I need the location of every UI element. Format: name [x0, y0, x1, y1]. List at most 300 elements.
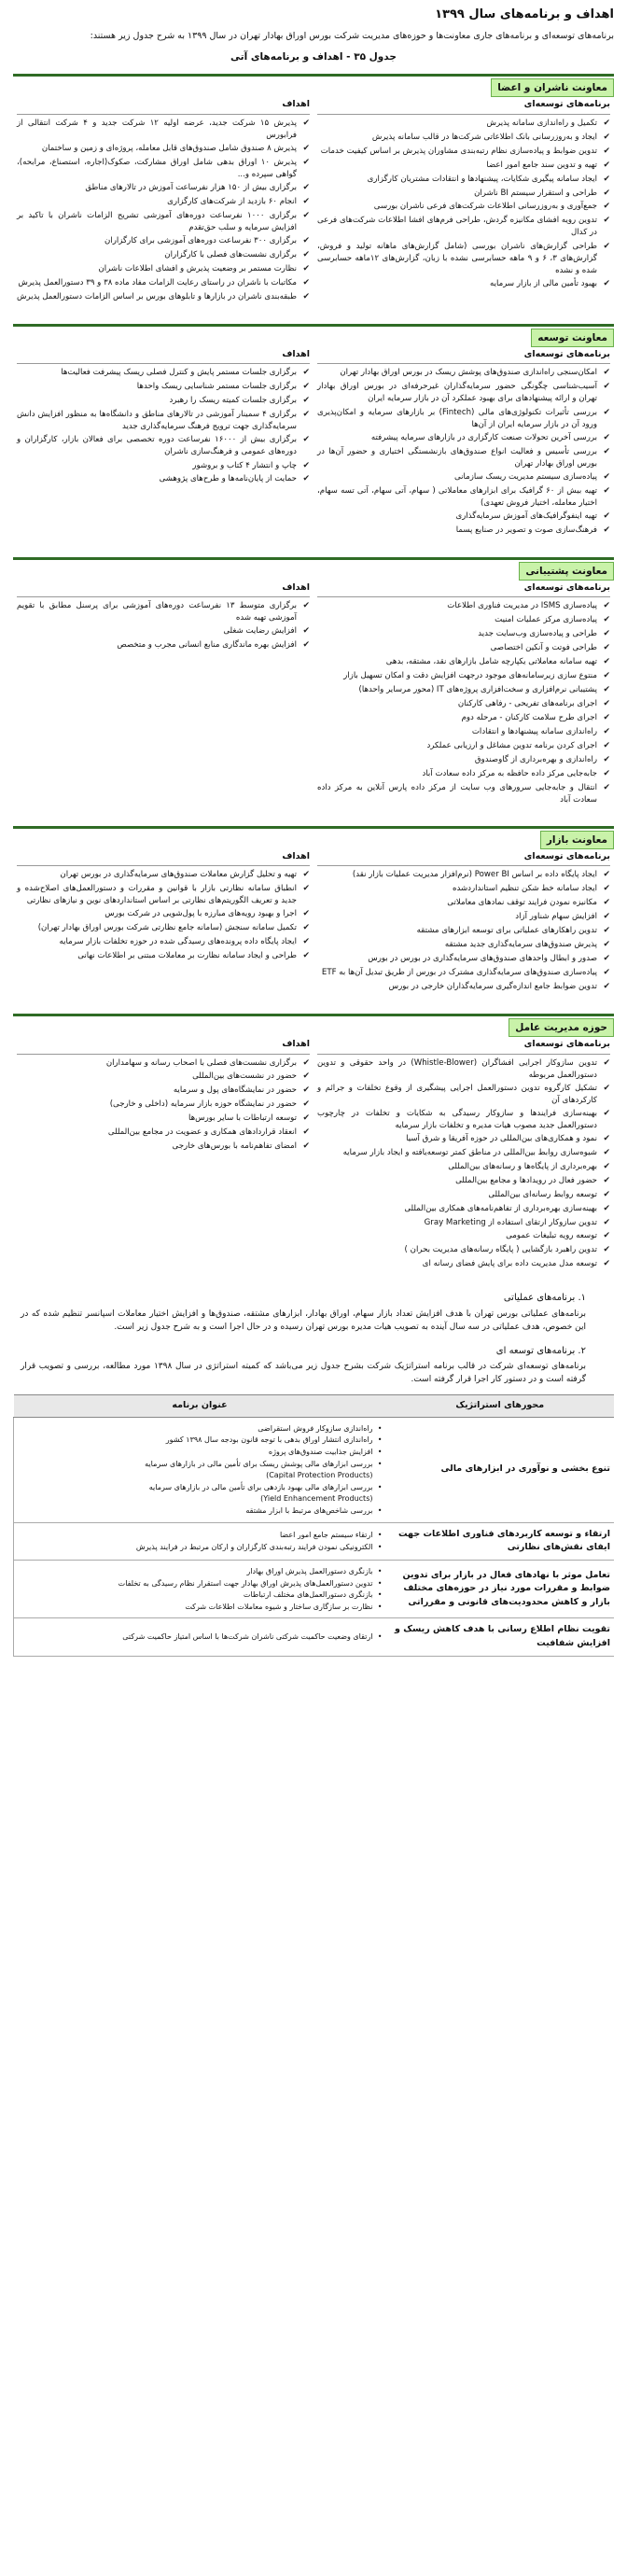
bullet-icon: • [377, 1482, 383, 1491]
checkmark-icon: ✔ [302, 118, 310, 128]
checkmark-icon: ✔ [603, 471, 610, 482]
checkmark-icon: ✔ [603, 967, 610, 977]
program-text: تهیه بیش از ۶۰ گرافیک برای ابزارهای معاملاتی ( سهام، آتی سهام، آتی تسه سهام، اختیار معامله، اختیار فروش تعهدی) [317, 485, 597, 508]
section-columns [13, 98, 614, 305]
programs-column-header: برنامه‌های توسعه‌ای [317, 581, 610, 598]
goal-item [17, 1085, 310, 1098]
goal-item [17, 1057, 310, 1071]
checkmark-icon: ✔ [302, 870, 310, 880]
goal-text: برگزاری نشست‌های فصلی با اصحاب رسانه و سهامداران [105, 1057, 297, 1068]
goal-item [17, 249, 310, 262]
goal-text: حضور در نشست‌های بین‌المللی [192, 1071, 297, 1082]
program-text: افزایش سهام شناور آزاد [515, 912, 597, 922]
checkmark-icon: ✔ [302, 1141, 310, 1152]
program-title-line [18, 1631, 382, 1643]
program-title-line [18, 1589, 382, 1601]
program-text: انتقال و جابه‌جایی سرورهای وب سایت از مرکز داده پارس آنلاین به مرکز داده سعادت آباد [317, 782, 597, 805]
program-text: پیاده‌سازی ISMS در مدیریت فناوری اطلاعات [447, 601, 597, 611]
goal-item [17, 869, 310, 882]
checkmark-icon: ✔ [302, 291, 310, 301]
checkmark-icon: ✔ [302, 937, 310, 947]
checkmark-icon: ✔ [603, 188, 610, 198]
program-item [317, 1175, 610, 1188]
program-item [317, 642, 610, 655]
program-text: تدوین راهبرد بازگشایی ( پایگاه رسانه‌های مدیریت بحران ) [404, 1245, 597, 1255]
goals-column [13, 850, 314, 995]
program-title-text: بررسی شاخص‌های مرتبط با ابزار مشتقه [245, 1505, 373, 1515]
bullet-icon: • [377, 1566, 383, 1575]
header-program-title: عنوان برنامه [14, 1395, 386, 1418]
program-text: نمود و همکاری‌های بین‌المللی در حوزه آفریقا و شرق آسیا [406, 1133, 597, 1143]
program-item [317, 684, 610, 697]
program-text: ایجاد سامانه خط شکن تنظیم استانداردشده [452, 884, 597, 894]
strategy-table [13, 1394, 614, 1657]
checkmark-icon: ✔ [603, 118, 610, 128]
checkmark-icon: ✔ [603, 954, 610, 963]
section-block [13, 826, 614, 995]
checkmark-icon: ✔ [603, 601, 610, 611]
program-item [317, 1057, 610, 1082]
program-title-text: تدوین دستورالعمل‌های پذیرش اوراق بهادار جهت استقرار نظام رسیدگی به تخلفات [118, 1578, 373, 1588]
goal-item [17, 277, 310, 290]
checkmark-icon: ✔ [302, 263, 310, 273]
section-block [13, 1014, 614, 1272]
goal-item [17, 118, 310, 142]
program-item [317, 1147, 610, 1160]
program-item [317, 407, 610, 431]
goal-text: مکاتبات با ناشران در راستای رعایت الزامات مفاد ماده ۳۸ و ۳۹ دستورالعمل پذیرش [18, 277, 297, 287]
program-title-line [18, 1470, 382, 1481]
checkmark-icon: ✔ [603, 643, 610, 653]
goal-item [17, 936, 310, 949]
programs-column-header: برنامه‌های توسعه‌ای [317, 98, 610, 115]
program-item [317, 897, 610, 910]
strategic-axis-cell: تعامل موثر با نهادهای فعال در بازار برای تدوین ضوابط و مقررات مورد نیاز در حوزه‌های مختلف بازار و کاهش محدودیت‌های قانونی و مقرراتی [385, 1560, 614, 1617]
program-text: تدوین ضوابط جامع اندازه‌گیری سرمایه‌گذاران خارجی در بورس [388, 981, 597, 991]
goal-text: افزایش رضایت شغلی [223, 626, 297, 637]
program-text: تدوین سازوکار ارتقای استفاده از Gray Marketing [424, 1217, 597, 1227]
bullet-icon: • [377, 1423, 383, 1433]
programs-column-header: برنامه‌های توسعه‌ای [317, 348, 610, 365]
program-text: طراحی گزارش‌های ناشران بورسی (شامل گزارش‌های ماهانه تولید و فروش، گزارش‌های ۳، ۶ و ۹ ماهه حسابرسی نشده با زبان، گزارش‌های ۱۲ماهه حسابرسی شده و نشده [317, 241, 597, 275]
checkmark-icon: ✔ [603, 1147, 610, 1157]
program-item [317, 525, 610, 538]
checkmark-icon: ✔ [603, 754, 610, 764]
program-titles-cell [14, 1417, 386, 1522]
checkmark-icon: ✔ [302, 1085, 310, 1096]
goals-column-header: اهداف [17, 581, 310, 598]
program-text: مکانیزه نمودن فرایند توقف نمادهای معاملاتی [447, 898, 597, 908]
goal-text: نظارت مستمر بر وضعیت پذیرش و افشای اطلاعات ناشران [98, 263, 297, 273]
program-item [317, 1189, 610, 1202]
program-item [317, 1083, 610, 1107]
goals-column [13, 1038, 314, 1272]
program-item [317, 201, 610, 214]
checkmark-icon: ✔ [603, 898, 610, 908]
intro-paragraph: برنامه‌های توسعه‌ای و برنامه‌های جاری معاونت‌ها و حوزه‌های مدیریت شرکت بورس اوراق بهادار تهران در سال ۱۳۹۹ به شرح جدول زیر هستند: [90, 31, 614, 42]
goal-text: برگزاری ۱۰۰۰ نفرساعت دوره‌های آموزشی تشریح الزامات ناشران با تاکید بر افزایش سرمایه و سلب حق‌تقدم [17, 210, 297, 232]
checkmark-icon: ✔ [603, 1175, 610, 1185]
goals-column-header: اهداف [17, 348, 310, 365]
table-caption: جدول ۳۵ - اهداف و برنامه‌های آتی [230, 50, 397, 63]
program-text: تدوین سازوکار اجرایی افشاگران (Whistle-Blower) در واحد حقوقی و تدوین دستورالعمل مربوطه [317, 1057, 597, 1080]
checkmark-icon: ✔ [302, 410, 310, 420]
program-title-text: ارتقاء سیستم جامع امور اعضا [279, 1531, 373, 1540]
program-item [317, 1217, 610, 1230]
program-item [317, 782, 610, 806]
checkmark-icon: ✔ [603, 1231, 610, 1241]
program-item [317, 698, 610, 711]
program-text: پشتیبانی نرم‌افزاری و سخت‌افزاری پروژه‌های IT (محور مرسایر واحدها) [358, 684, 597, 694]
checkmark-icon: ✔ [302, 1113, 310, 1124]
strategic-axis-cell: تنوع بخشی و نوآوری در ابزارهای مالی [385, 1417, 614, 1522]
strategy-table-header [14, 1395, 615, 1418]
goals-column [13, 348, 314, 539]
goal-text: تهیه و تحلیل گزارش معاملات صندوق‌های سرمایه‌گذاری در بورس تهران [60, 870, 297, 880]
program-item [317, 174, 610, 187]
checkmark-icon: ✔ [302, 236, 310, 246]
program-title-text: ارتقای وضعیت حاکمیت شرکتی ناشران شرکت‌ها با اساس امتیاز حاکمیت شرکتی [122, 1632, 373, 1642]
program-text: پذیرش صندوق‌های سرمایه‌گذاری جدید مشتقه [444, 940, 597, 950]
program-item [317, 953, 610, 966]
goal-text: برگزاری ۴ سمینار آموزشی در تالارهای مناطق و دانشگاه‌ها به منظور افزایش دانش سرمایه‌گذاری جهت ترویج فرهنگ سرمایه‌گذاری جدید [17, 410, 297, 432]
goal-item [17, 1127, 310, 1140]
program-text: فرهنگ‌سازی صوت و تصویر در صنایع پسما [455, 525, 597, 535]
goal-item [17, 263, 310, 276]
goal-item [17, 395, 310, 408]
checkmark-icon: ✔ [603, 160, 610, 170]
checkmark-icon: ✔ [302, 183, 310, 193]
goal-text: برگزاری جلسات مستمر شناسایی ریسک واحدها [136, 382, 297, 392]
program-item [317, 740, 610, 753]
program-text: اجرای طرح سلامت کارکنان - مرحله دوم [461, 712, 597, 722]
bullet-icon: • [377, 1505, 383, 1515]
program-item [317, 485, 610, 510]
program-text: پیاده‌سازی صندوق‌های سرمایه‌گذاری مشترک در بورس از طریق تبدیل آن‌ها به ETF [321, 967, 597, 977]
checkmark-icon: ✔ [603, 726, 610, 736]
program-title-text: بررسی ابزارهای مالی پوشش ریسک برای تأمین مالی در بازارهای سرمایه [145, 1459, 373, 1468]
goal-item [17, 434, 310, 458]
program-text: تهیه سامانه معاملاتی یکپارچه شامل بازارهای نقد، مشتقه، بدهی [385, 657, 597, 667]
program-text: طراحی فوتت و آنکین اختصاصی [490, 643, 597, 653]
program-title-line [18, 1459, 382, 1470]
program-title-line [18, 1530, 382, 1541]
goals-column [13, 98, 314, 305]
program-item [317, 883, 610, 896]
goal-text: انعقاد قراردادهای همکاری و عضویت در مجامع بین‌المللی [107, 1127, 297, 1138]
operational-programs-text: برنامه‌های عملیاتی بورس تهران با هدف افزایش تعداد بازار سهام، اوراق بهادار، ابزارهای مشتقه، صندوق‌ها و افزایش اختیار معاملات اسپانسر تنظیم شده که در این خصوص، هدف عملیاتی در سه سال آینده به تصویب هیات مدیره بورس تهران رسیده و در حال اجرا است و به شرح جدول زیر است. [21, 1309, 586, 1332]
program-item [317, 939, 610, 952]
goal-item [17, 409, 310, 433]
section-header [13, 74, 614, 94]
checkmark-icon: ✔ [603, 940, 610, 950]
program-text: شیوه‌سازی روابط بین‌المللی در مناطق کمتر توسعه‌یافته و ایجاد بازار سرمایه [342, 1147, 597, 1157]
checkmark-icon: ✔ [603, 446, 610, 456]
section-block [13, 324, 614, 539]
strategy-row [14, 1560, 615, 1617]
program-title-line [18, 1602, 382, 1613]
page-title: اهداف و برنامه‌های سال ۱۳۹۹ [435, 7, 614, 21]
section-label: معاونت بازار [540, 831, 614, 849]
program-item [317, 146, 610, 159]
program-item [317, 1244, 610, 1257]
program-item [317, 726, 610, 739]
goal-item [17, 157, 310, 181]
goal-text: ایجاد پایگاه داده پرونده‌های رسیدگی شده در حوزه تخلفات بازار سرمایه [59, 937, 297, 947]
goal-text: برگزاری بیش از ۱۵۰ هزار نفرساعت آموزش در تالارهای مناطق [85, 183, 297, 193]
program-titles-cell [14, 1522, 386, 1560]
goal-text: چاپ و انتشار ۴ کتاب و بروشور [192, 460, 297, 470]
checkmark-icon: ✔ [302, 368, 310, 378]
checkmark-icon: ✔ [302, 923, 310, 933]
goal-item [17, 143, 310, 156]
program-titles-cell [14, 1560, 386, 1617]
checkmark-icon: ✔ [603, 657, 610, 667]
program-text: توسعه رویه تبلیغات عمومی [506, 1231, 597, 1241]
checkmark-icon: ✔ [603, 615, 610, 625]
bullet-icon: • [377, 1435, 383, 1445]
program-title-text: بررسی ابزارهای مالی بهبود بازدهی برای تأمین مالی در بازارهای سرمایه [148, 1482, 373, 1491]
goal-item [17, 625, 310, 638]
bullet-icon: • [377, 1459, 383, 1468]
program-title-text: راه‌اندازی سازوکار فروش استقراضی [258, 1423, 373, 1433]
program-item [317, 967, 610, 980]
program-text: آسیب‌شناسی چگونگی حضور سرمایه‌گذاران غیرحرفه‌ای در بورس اوراق بهادار تهران و ارائه پیشنهادهای برای بهبود عملکرد آن در بازار سرمایه ایران [317, 382, 597, 404]
program-item [317, 768, 610, 781]
checkmark-icon: ✔ [302, 277, 310, 287]
development-programs-title: ۲. برنامه‌های توسعه ای [495, 1345, 586, 1356]
checkmark-icon: ✔ [302, 1099, 310, 1110]
section-label: معاونت ناشران و اعضا [491, 78, 614, 97]
bullet-icon: • [377, 1531, 383, 1540]
program-title-line [18, 1566, 382, 1577]
goal-item [17, 1113, 310, 1126]
program-text: راه‌اندازی سامانه پیشنهادها و انتقادات [471, 726, 597, 736]
program-item [317, 278, 610, 291]
section-block [13, 74, 614, 305]
checkmark-icon: ✔ [603, 432, 610, 442]
goal-text: برگزاری متوسط ۱۳ نفرساعت دوره‌های آموزشی برای پرسنل مطابق با تقویم آموزشی تهیه شده [17, 601, 297, 623]
goal-item [17, 235, 310, 248]
program-item [317, 132, 610, 145]
program-text: ایجاد سامانه پیگیری شکایات، پیشنهادها و انتقادات مشتریان کارگزاری [367, 174, 597, 184]
bullet-icon: • [377, 1447, 383, 1456]
programs-column [314, 850, 614, 995]
program-text: صدور و ابطال واحدهای صندوق‌های سرمایه‌گذاری در بورس در بورس [368, 954, 597, 963]
program-item [317, 925, 610, 938]
program-item [317, 712, 610, 725]
checkmark-icon: ✔ [603, 368, 610, 378]
checkmark-icon: ✔ [603, 1203, 610, 1213]
program-title-line [18, 1423, 382, 1435]
goal-item [17, 883, 310, 907]
checkmark-icon: ✔ [603, 216, 610, 226]
section-columns [13, 348, 614, 539]
section-header [13, 557, 614, 578]
goal-item [17, 460, 310, 473]
checkmark-icon: ✔ [603, 132, 610, 142]
program-item [317, 446, 610, 470]
programs-column [314, 581, 614, 807]
strategic-axis-cell: ارتقاء و توسعه کاربردهای فناوری اطلاعات جهت ایفای نقش‌های نظارتی [385, 1522, 614, 1560]
program-item [317, 471, 610, 484]
section-header [13, 826, 614, 847]
programs-column [314, 1038, 614, 1272]
program-item [317, 381, 610, 405]
strategy-row [14, 1522, 615, 1560]
program-text: پیاده‌سازی مرکز عملیات امنیت [495, 615, 597, 625]
goal-item [17, 1071, 310, 1084]
program-text: تدوین راهکارهای عملیاتی برای توسعه ابزارهای مشتقه [416, 926, 597, 936]
goal-item [17, 473, 310, 486]
checkmark-icon: ✔ [603, 1057, 610, 1068]
strategic-axis-cell: تقویت نظام اطلاع رسانی با هدف کاهش ریسک و افزایش شفافیت [385, 1618, 614, 1656]
goal-item [17, 1141, 310, 1154]
program-text: ایجاد پایگاه داده بر اساس Power BI (نرم‌افزار مدیریت عملیات بازار نقد) [352, 870, 597, 880]
program-item [317, 1258, 610, 1271]
goal-text: امضای تفاهم‌نامه با بورس‌های خارجی [172, 1141, 297, 1152]
checkmark-icon: ✔ [603, 768, 610, 778]
program-text: حضور فعال در رویدادها و مجامع بین‌المللی [455, 1175, 597, 1185]
goal-item [17, 381, 310, 394]
checkmark-icon: ✔ [603, 981, 610, 991]
checkmark-icon: ✔ [302, 626, 310, 637]
goal-text: حضور در نمایشگاه‌های پول و سرمایه [173, 1085, 297, 1096]
program-text: اجرای کردن برنامه تدوین مشاغل و ارزیابی عملکرد [426, 740, 597, 750]
programs-column [314, 348, 614, 539]
checkmark-icon: ✔ [302, 474, 310, 484]
checkmark-icon: ✔ [603, 671, 610, 681]
operational-programs-block [13, 1291, 614, 1334]
section-columns [13, 581, 614, 807]
checkmark-icon: ✔ [603, 202, 610, 212]
program-titles-cell [14, 1618, 386, 1656]
checkmark-icon: ✔ [603, 1161, 610, 1171]
program-item [317, 511, 610, 524]
checkmark-icon: ✔ [603, 1245, 610, 1255]
program-item [317, 160, 610, 173]
checkmark-icon: ✔ [603, 870, 610, 880]
checkmark-icon: ✔ [603, 407, 610, 417]
program-text: بررسی آخرین تحولات صنعت کارگزاری در بازارهای سرمایه پیشرفته [370, 432, 597, 442]
section-block [13, 557, 614, 807]
goal-text: تکمیل سامانه سنجش (سامانه جامع نظارتی شرکت بورس اوراق بهادار تهران) [37, 923, 297, 933]
program-item [317, 367, 610, 380]
checkmark-icon: ✔ [603, 525, 610, 535]
program-text: اجرای برنامه‌های تفریحی - رفاهی کارکنان [457, 698, 597, 708]
checkmark-icon: ✔ [603, 1108, 610, 1118]
section-header [13, 1014, 614, 1034]
checkmark-icon: ✔ [603, 912, 610, 922]
checkmark-icon: ✔ [603, 174, 610, 184]
goal-text: طراحی و ایجاد سامانه نظارت بر معاملات مبتنی بر اطلاعات نهانی [77, 951, 297, 961]
programs-column-header: برنامه‌های توسعه‌ای [317, 850, 610, 867]
program-item [317, 1203, 610, 1216]
goal-text: افزایش بهره ماندگاری منابع انسانی مجرب و متخصص [117, 640, 297, 651]
program-title-line [18, 1482, 382, 1493]
goal-text: انطباق سامانه نظارتی بازار با قوانین و مقررات و دستورالعمل‌های اصلاح‌شده و جدید و تعریف الگوریتم‌های نظارتی بر اساس استانداردهای نوین و نیازهای نظارتی [17, 884, 297, 906]
checkmark-icon: ✔ [302, 435, 310, 445]
program-item [317, 1161, 610, 1174]
program-text: منتوع سازی زیرسامانه‌های موجود درجهت افزایش دقت و امکان تسهیل بازار [343, 671, 597, 681]
program-text: بررسی تأسیس و فعالیت انواع صندوق‌های بازنشستگی اختیاری و حضور آن‌ها در بورس اوراق بهادار تهران [317, 446, 597, 469]
program-item [317, 869, 610, 882]
section-columns [13, 1038, 614, 1272]
strategy-row [14, 1417, 615, 1522]
goal-text: اجرا و بهبود رویه‌های مبارزه با پول‌شویی در شرکت بورس [104, 909, 297, 919]
program-title-text: راه‌اندازی انتشار اوراق بدهی با توجه قانون بودجه سال ۱۳۹۸ کشور [165, 1435, 373, 1445]
program-item [317, 118, 610, 131]
header-strategic-axis: محورهای استراتژیک [385, 1395, 614, 1418]
program-text: تهیه اینفوگرافیک‌های آموزش سرمایه‌گذاری [455, 511, 597, 521]
goal-item [17, 210, 310, 234]
checkmark-icon: ✔ [603, 926, 610, 936]
checkmark-icon: ✔ [603, 382, 610, 392]
goal-text: حمایت از پایان‌نامه‌ها و طرح‌های پژوهشی [159, 474, 297, 484]
section-columns [13, 850, 614, 995]
program-text: توسعه مدل مدیریت داده برای پایش فضای رسانه ای [422, 1259, 597, 1269]
program-item [317, 1133, 610, 1146]
checkmark-icon: ✔ [302, 196, 310, 206]
bullet-icon: • [377, 1632, 383, 1642]
section-label: معاونت توسعه [531, 329, 614, 347]
goals-column-header: اهداف [17, 850, 310, 867]
program-text: جمع‌آوری و به‌روزرسانی اطلاعات شرکت‌های فرعی ناشران بورسی [373, 202, 597, 212]
checkmark-icon: ✔ [603, 629, 610, 639]
program-item [317, 188, 610, 201]
bullet-icon: • [377, 1578, 383, 1588]
program-text: تدوین ضوابط و پیاده‌سازی نظام رتبه‌بندی مشاوران پذیرش بر اساس کیفیت خدمات [320, 146, 597, 156]
checkmark-icon: ✔ [603, 712, 610, 722]
program-title-text: بازنگری دستورالعمل‌های مختلف ارتباطات [243, 1590, 373, 1600]
program-text: پیاده‌سازی سیستم مدیریت ریسک سازمانی [453, 471, 597, 482]
goal-text: برگزاری جلسات مستمر پایش و کنترل فصلی ریسک پیشرفت فعالیت‌ها [61, 368, 297, 378]
bullet-icon: • [377, 1590, 383, 1600]
bullet-icon: • [377, 1602, 383, 1611]
program-item [317, 981, 610, 994]
development-programs-block [13, 1344, 614, 1387]
program-text: تدوین رویه افشای مکانیزه گردش، طراحی فرم‌های افشا اطلاعات شرکت‌های فرعی در کدال [317, 216, 597, 238]
checkmark-icon: ✔ [603, 684, 610, 694]
operational-programs-title: ۱. برنامه‌های عملیاتی [503, 1293, 586, 1304]
program-title-line [18, 1505, 382, 1517]
goal-text: حضور در نمایشگاه حوزه بازار سرمایه (داخلی و خارجی) [109, 1099, 297, 1110]
goal-text: برگزاری نشست‌های فصلی با کارگزاران [164, 249, 297, 259]
program-text: طراحی و پیاده‌سازی وب‌سایت جدید [478, 629, 597, 639]
program-title-text: (Yield Enhancement Products) [260, 1494, 373, 1504]
program-item [317, 241, 610, 277]
programs-column [314, 98, 614, 305]
goal-text: پذیرش ۱۵ شرکت جدید، عرضه اولیه ۱۲ شرکت جدید و ۴ شرکت انتقالی از فرابورس [17, 118, 298, 140]
checkmark-icon: ✔ [603, 511, 610, 521]
program-text: توسعه روابط رسانه‌ای بین‌المللی [488, 1189, 597, 1199]
goal-text: پذیرش ۱۰ اوراق بدهی شامل اوراق مشارکت، صکوک‌(اجاره، استصناع، مرابحه)، گواهی سپرده و... [17, 157, 297, 179]
checkmark-icon: ✔ [302, 884, 310, 894]
program-text: بررسی تأثیرات تکنولوژی‌های مالی (Fintech) بر بازارهای سرمایه و امکان‌پذیری ورود آن در بازار سرمایه ایران از آن‌ها [317, 407, 597, 429]
checkmark-icon: ✔ [603, 1189, 610, 1199]
program-title-text: نظارت بر سازگاری ساختار و شیوه معاملات اطلاعات شرکت [185, 1602, 373, 1611]
checkmark-icon: ✔ [603, 1133, 610, 1143]
checkmark-icon: ✔ [603, 485, 610, 496]
checkmark-icon: ✔ [302, 396, 310, 406]
program-text: ایجاد و به‌روزرسانی بانک اطلاعاتی شرکت‌ها در قالب سامانه پذیرش [371, 132, 597, 142]
program-title-text: افزایش جذابیت صندوق‌های پروژه [268, 1447, 373, 1456]
checkmark-icon: ✔ [302, 1057, 310, 1068]
program-title-line [18, 1578, 382, 1589]
goal-text: پذیرش ۸ صندوق شامل صندوق‌های قابل معامله، پروژه‌ای و زمین و ساختمان [41, 143, 297, 153]
checkmark-icon: ✔ [603, 740, 610, 750]
program-item [317, 432, 610, 445]
